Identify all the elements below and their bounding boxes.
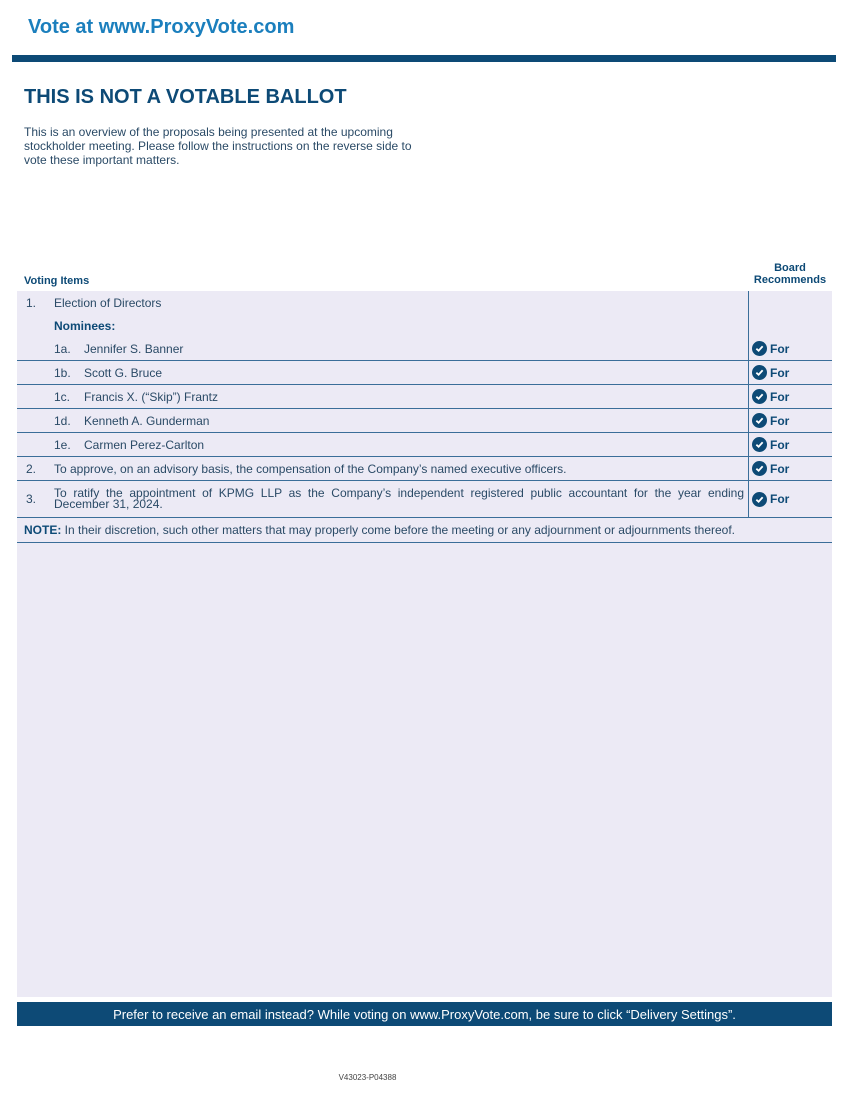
board-recommendation — [752, 409, 789, 432]
board-recommendation — [752, 361, 789, 384]
nominee-number: 1d. — [54, 413, 71, 428]
table-row — [17, 433, 832, 457]
board-recommendation — [752, 337, 789, 360]
recommend-label: For — [770, 365, 790, 380]
nominee-name: Francis X. (“Skip”) Frantz — [84, 389, 219, 404]
table-row-item2 — [17, 457, 832, 481]
table-row — [17, 337, 832, 361]
check-circle-icon — [752, 461, 767, 476]
nominee-number: 1b. — [54, 365, 71, 380]
proxyvote-link[interactable]: Vote at www.ProxyVote.com — [28, 16, 295, 38]
nominees-label: Nominees: — [54, 318, 116, 333]
check-circle-icon — [752, 413, 767, 428]
voting-items-header: Voting Items — [24, 275, 90, 287]
recommend-label: For — [770, 492, 790, 506]
nominee-name: Scott G. Bruce — [84, 365, 163, 380]
item2-text: To approve, on an advisory basis, the compensation of the Company’s named executive officers. — [54, 461, 567, 476]
check-circle-icon — [752, 365, 767, 380]
recommend-label: For — [770, 341, 790, 356]
board-recommends-header — [748, 262, 832, 286]
board-header-line2: Recommends — [753, 274, 827, 286]
intro-text: This is an overview of the proposals being presented at the upcoming stockholder meeting. Please follow the instructions on the reverse side to vote these important matters. — [24, 125, 412, 167]
proposals-table — [17, 291, 832, 543]
board-recommendation — [752, 433, 789, 456]
recommend-label: For — [770, 461, 790, 476]
nominee-number: 1e. — [54, 437, 71, 452]
item3-number: 3. — [26, 492, 37, 506]
nominee-number: 1a. — [54, 341, 71, 356]
note-text — [17, 518, 832, 543]
nominee-name: Kenneth A. Gunderman — [84, 413, 210, 428]
table-row — [17, 409, 832, 433]
table-row-item3 — [17, 481, 832, 518]
table-row-nominees-label — [17, 314, 832, 337]
delivery-settings-message: Prefer to receive an email instead? While voting on www.ProxyVote.com, be sure to click “Delivery Settings”. — [113, 1006, 736, 1022]
note-body: In their discretion, such other matters that may properly come before the meeting or any adjournment or adjournments thereof. — [61, 523, 736, 537]
nominee-name: Carmen Perez-Carlton — [84, 437, 205, 452]
item1-text: Election of Directors — [54, 295, 162, 310]
item1-number: 1. — [26, 295, 37, 310]
delivery-settings-banner — [17, 1002, 832, 1026]
board-recommendation — [752, 457, 789, 480]
board-recommendation — [752, 481, 789, 517]
header-divider — [12, 55, 836, 62]
check-circle-icon — [752, 492, 767, 507]
item2-number: 2. — [26, 461, 37, 476]
nominee-number: 1c. — [54, 389, 71, 404]
recommend-label: For — [770, 413, 790, 428]
board-recommendation — [752, 385, 789, 408]
recommend-label: For — [770, 389, 790, 404]
board-header-line1: Board — [774, 262, 806, 274]
check-circle-icon — [752, 437, 767, 452]
check-circle-icon — [752, 389, 767, 404]
item3-text: To ratify the appointment of KPMG LLP as the Company’s independent registered public accountant for the year ending December 31, 2024. — [54, 486, 744, 511]
note-label: NOTE: — [24, 523, 62, 537]
page-title: THIS IS NOT A VOTABLE BALLOT — [24, 86, 347, 108]
check-circle-icon — [752, 341, 767, 356]
nominee-name: Jennifer S. Banner — [84, 341, 184, 356]
recommend-label: For — [770, 437, 790, 452]
document-code: V43023-P04388 — [338, 1073, 397, 1082]
table-row — [17, 361, 832, 385]
table-row-item1 — [17, 291, 832, 314]
table-row — [17, 385, 832, 409]
